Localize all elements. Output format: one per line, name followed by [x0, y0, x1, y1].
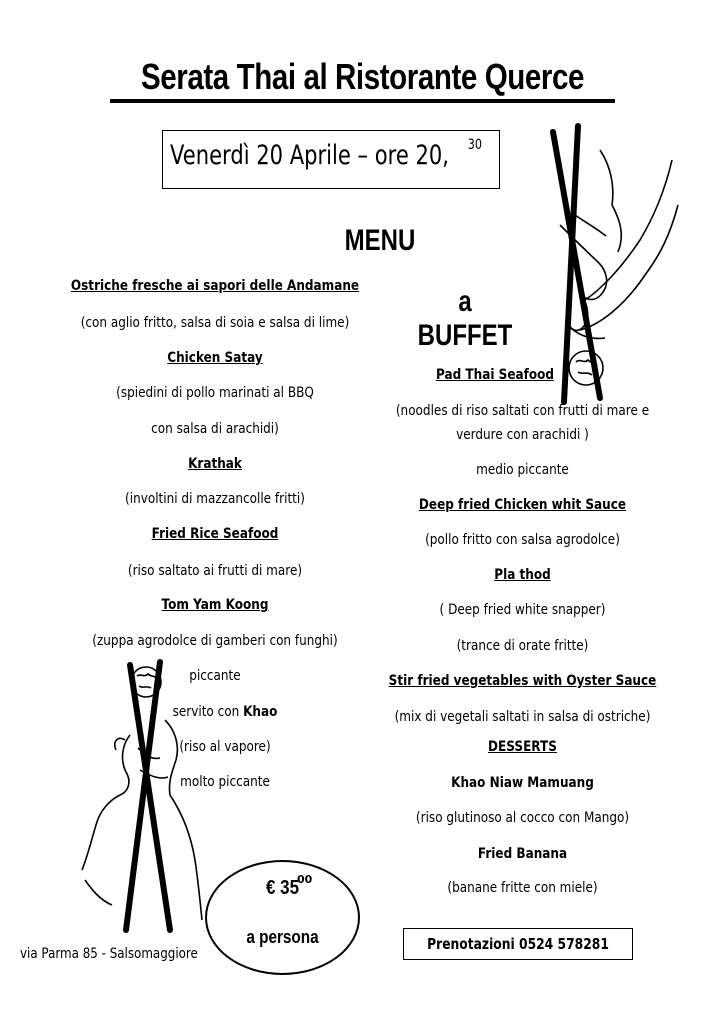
- dish-description: (con aglio fritto, salsa di soia e salsa di lime): [80, 315, 350, 331]
- dessert-description: (riso glutinoso al cocco con Mango): [415, 810, 630, 826]
- served-with-bold: Khao: [243, 704, 278, 720]
- reservation-phone: Prenotazioni 0524 578281: [427, 935, 609, 953]
- price-superscript: 00: [297, 873, 313, 886]
- dessert-title: Khao Niaw Mamuang: [451, 775, 594, 791]
- dish-description: (riso saltato ai frutti di mare): [127, 563, 303, 579]
- spice-note: medio piccante: [476, 462, 569, 478]
- dish-title: Chicken Satay: [167, 350, 263, 366]
- dish-description: (zuppa agrodolce di gamberi con funghi): [92, 633, 338, 649]
- dish-description: (noodles di riso saltati con frutti di mare e: [395, 403, 650, 419]
- buffet-heading: a BUFFET: [417, 285, 513, 352]
- dish-description: con salsa di arachidi): [151, 421, 279, 437]
- event-time-superscript: 30: [467, 137, 483, 153]
- dessert-title: Fried Banana: [477, 846, 568, 862]
- menu-heading: MENU: [344, 224, 416, 257]
- dish-title: Stir fried vegetables with Oyster Sauce: [388, 673, 657, 689]
- served-with-note: [169, 704, 281, 720]
- dish-title: Ostriche fresche ai sapori delle Andamane: [70, 278, 360, 294]
- dish-title: Deep fried Chicken whit Sauce: [418, 497, 627, 513]
- dish-title: Krathak: [188, 456, 242, 472]
- dish-description: (pollo fritto con salsa agrodolce): [425, 532, 620, 548]
- event-date: Venerdì 20 Aprile – ore 20,: [170, 140, 449, 171]
- dish-description: (riso al vapore): [179, 739, 271, 755]
- dish-description: ( Deep fried white snapper): [439, 602, 606, 618]
- dish-description: (spiedini di pollo marinati al BBQ: [116, 385, 314, 401]
- dish-description: (trance di orate fritte): [456, 638, 589, 654]
- spice-note: molto piccante: [180, 774, 270, 790]
- served-with-text: servito con: [172, 704, 240, 720]
- dish-title: Tom Yam Koong: [161, 597, 269, 613]
- title-underline: [110, 99, 615, 103]
- price-amount: € 35: [265, 877, 300, 899]
- dish-description: (involtini di mazzancolle fritti): [125, 491, 305, 507]
- price-per-person: a persona: [246, 927, 319, 947]
- dish-title: Pla thod: [494, 567, 551, 583]
- desserts-heading: DESSERTS: [488, 739, 557, 755]
- dish-description: (mix di vegetali saltati in salsa di ostriche): [394, 709, 651, 725]
- dish-title: Fried Rice Seafood: [151, 526, 279, 542]
- address: via Parma 85 - Salsomaggiore: [20, 946, 198, 962]
- dessert-description: (banane fritte con miele): [447, 880, 598, 896]
- page-title: Serata Thai al Ristorante Querce: [141, 56, 584, 97]
- spice-note: piccante: [189, 668, 241, 684]
- dish-description: verdure con arachidi ): [456, 427, 589, 443]
- dish-title: Pad Thai Seafood: [435, 367, 555, 383]
